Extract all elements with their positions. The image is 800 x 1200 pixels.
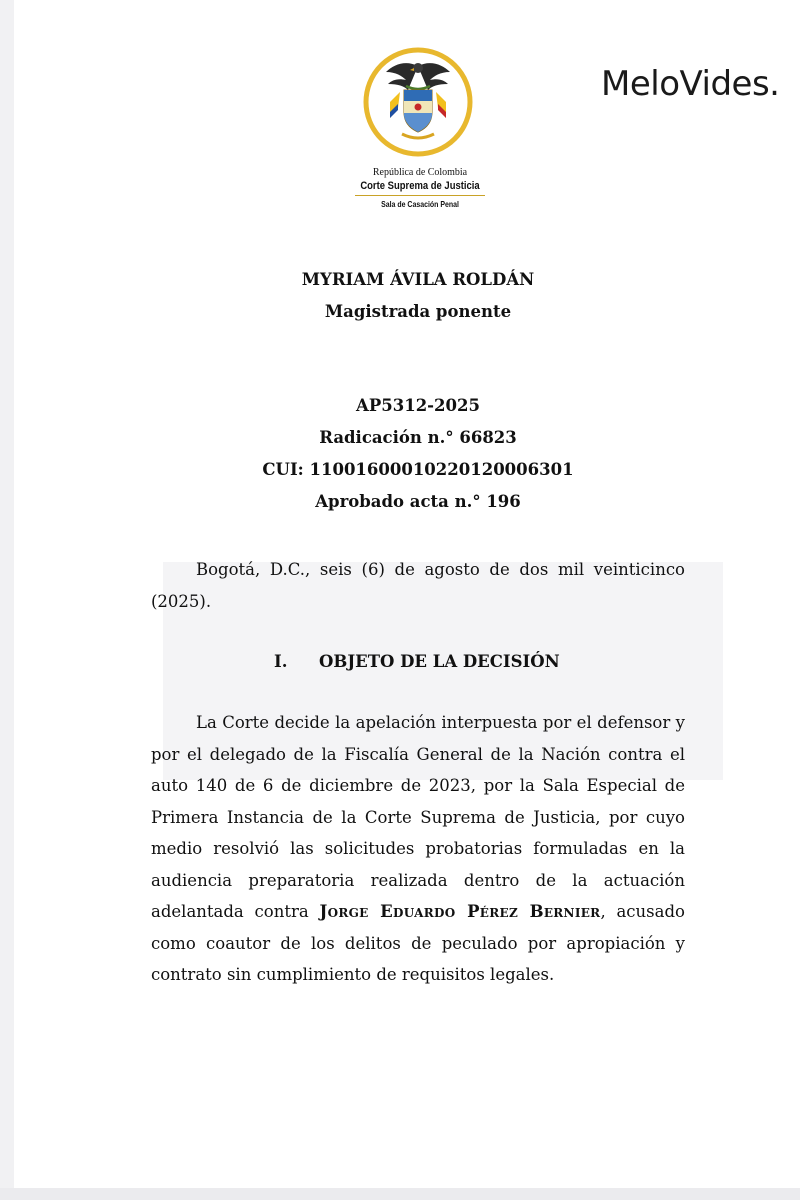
case-acta: Aprobado acta n.° 196 bbox=[315, 492, 521, 511]
page-left-margin bbox=[0, 0, 14, 1188]
section-title: OBJETO DE LA DECISIÓN bbox=[319, 652, 560, 671]
court-name: Corte Suprema de Justicia bbox=[360, 180, 480, 192]
section-number: I. bbox=[274, 652, 288, 671]
melovides-watermark: MeloVides. bbox=[601, 64, 780, 104]
date-text: Bogotá, D.C., seis (6) de agosto de dos mil veinticinco (2025). bbox=[151, 560, 685, 611]
header-divider bbox=[355, 195, 485, 196]
section-heading bbox=[274, 652, 560, 671]
page-bottom-edge bbox=[0, 1188, 800, 1200]
body-text bbox=[151, 707, 685, 991]
institution-header bbox=[340, 166, 500, 210]
body-paragraph bbox=[151, 707, 685, 991]
coat-of-arms-emblem-icon bbox=[362, 46, 474, 158]
chamber-name: Sala de Casación Penal bbox=[381, 199, 459, 209]
magistrate-name: MYRIAM ÁVILA ROLDÁN bbox=[301, 270, 535, 289]
body-text-after-name: , acusado como coautor de los delitos de peculado por apropiación y contrato sin cumplimiento de requisitos legales. bbox=[151, 902, 685, 984]
accused-name: Jorge Eduardo Pérez Bernier bbox=[319, 902, 601, 921]
date-paragraph bbox=[151, 554, 685, 617]
magistrate-role: Magistrada ponente bbox=[324, 302, 512, 321]
case-radicacion: Radicación n.° 66823 bbox=[319, 428, 517, 447]
case-cui: CUI: 11001600010220120006301 bbox=[262, 460, 574, 479]
case-code: AP5312-2025 bbox=[356, 396, 480, 415]
body-text-before-name: La Corte decide la apelación interpuesta por el defensor y por el delegado de la Fiscalía General de la Nación contra el auto 140 de 6 de diciembre de 2023, por la Sala Especial de Primera Instancia de la Corte Suprema de Justicia, por cuyo medio resolvió las solicitudes probatorias formuladas en la audiencia preparatoria realizada dentro de la actuación adelantada contra bbox=[151, 713, 685, 921]
republic-label: República de Colombia bbox=[372, 167, 468, 178]
